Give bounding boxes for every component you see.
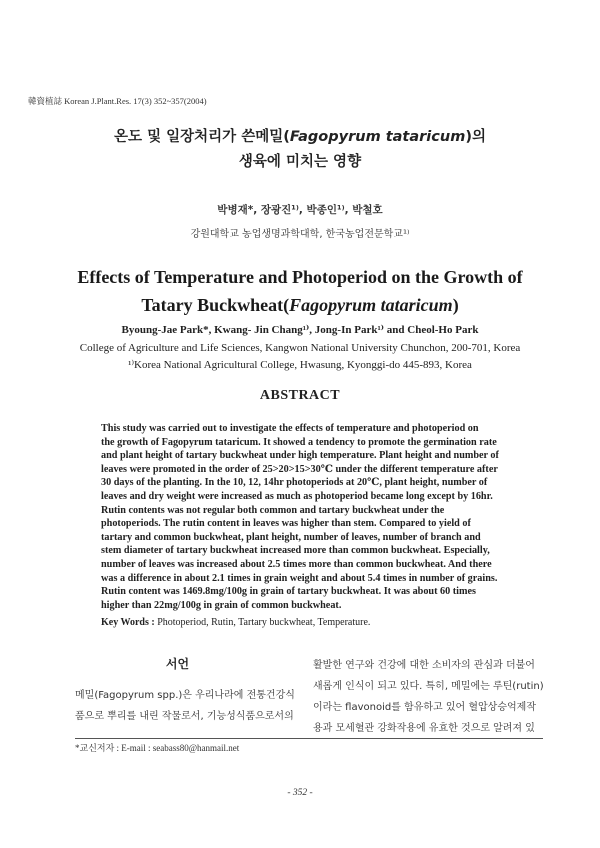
abstract-line: Rutin contents was not regular both common and tartary buckwheat under the [101,504,445,516]
body-line: 용과 모세혈관 강화작용에 유효한 것으로 알려져 있 [313,723,535,734]
korean-title-line2: 생육에 미치는 영향 [238,154,362,170]
abstract-line: photoperiods. The rutin content in leaves was higher than stem. Compared to yield of [101,518,471,530]
keywords-label: Key Words : [101,617,155,628]
abstract-line: the growth of Fagopyrum tataricum. It showed a tendency to promote the germination rate [101,436,497,448]
abstract-line: was a difference in about 2.1 times in grain weight and about 5.4 times in number of grains. [101,572,498,584]
abstract-line: Rutin content was 1469.8mg/100g in grain of tartary buckwheat. It was about 60 times [101,586,476,598]
intro-right-column [313,655,543,739]
korean-affiliation: 강원대학교 농업생명과학대학, 한국농업전문학교¹⁾ [190,229,410,240]
english-title-line2-post: ) [452,295,459,315]
korean-title-scientific-name: Fagopyrum tataricum [289,129,466,145]
intro-heading: 서언 [165,657,190,671]
korean-title-line1-post: )의 [465,129,486,145]
body-line: 이라는 flavonoid를 함유하고 있어 혈압상승억제작 [313,702,536,713]
abstract-line: leaves were promoted in the order of 25>20>15>30℃ under the different temperature after [101,463,498,475]
abstract-line: leaves and dry weight were increased as much as photoperiod became long except by 16hr. [101,490,493,502]
abstract-line: number of leaves was increased about 2.5 times more than common buckwheat. And there [101,558,492,570]
abstract-body [101,422,500,612]
korean-title-line1-pre: 온도 및 일장처리가 쓴메밀( [114,129,290,145]
english-title-line2-pre: Tatary Buckwheat( [141,295,290,315]
corresponding-author-footnote: *교신저자 : E-mail : seabass80@hanmail.net [75,743,240,753]
page-number: - 352 - [287,788,313,798]
intro-left-column [75,685,295,727]
body-line: 활발한 연구와 건강에 대한 소비자의 관심과 더불어 [313,660,535,671]
abstract-line: tartary and common buckwheat, plant height, number of leaves, number of branch and [101,531,481,543]
english-authors: Byoung-Jae Park*, Kwang- Jin Chang¹⁾, Jong-In Park¹⁾ and Cheol-Ho Park [121,324,479,336]
body-line: 품으로 뿌리를 내린 작물로서, 기능성식품으로서의 [75,711,294,722]
english-affiliation-2: ¹⁾Korea National Agricultural College, Hwasung, Kyonggi-do 445-893, Korea [128,359,472,371]
abstract-line: This study was carried out to investigate the effects of temperature and photoperiod on [101,423,479,434]
abstract-line: and plant height of tartary buckwheat under high temperature. Plant height and number of [101,450,499,462]
korean-title [0,125,600,175]
abstract-line: stem diameter of tartary buckwheat increased more than common buckwheat. Especially, [101,545,490,557]
english-title-scientific-name: Fagopyrum tataricum [289,295,453,315]
korean-authors: 박병재*, 장광진¹⁾, 박종인¹⁾, 박철호 [217,204,383,216]
journal-citation: 韓資植誌 Korean J.Plant.Res. 17(3) 352~357(2004) [28,96,207,106]
keywords-list: Photoperiod, Rutin, Tartary buckwheat, Temperature. [157,617,371,628]
body-line: 새롭게 인식이 되고 있다. 특히, 메밀에는 루틴(rutin) [313,681,544,692]
keywords [101,617,370,628]
footnote-divider [75,738,543,739]
english-affiliation-1: College of Agriculture and Life Sciences, Kangwon National University Chunchon, 200-701, Korea [79,342,521,354]
abstract-line: higher than 22mg/100g in grain of common buckwheat. [101,599,342,611]
body-line: 메밀(Fagopyrum spp.)은 우리나라에 전통건강식 [75,690,295,701]
abstract-heading: ABSTRACT [259,388,341,403]
english-title [0,263,600,319]
english-title-line1: Effects of Temperature and Photoperiod on the Growth of [77,267,523,287]
abstract-line: 30 days of the planting. In the 10, 12, 14hr photoperiods at 20℃, plant height, number of [101,477,488,489]
